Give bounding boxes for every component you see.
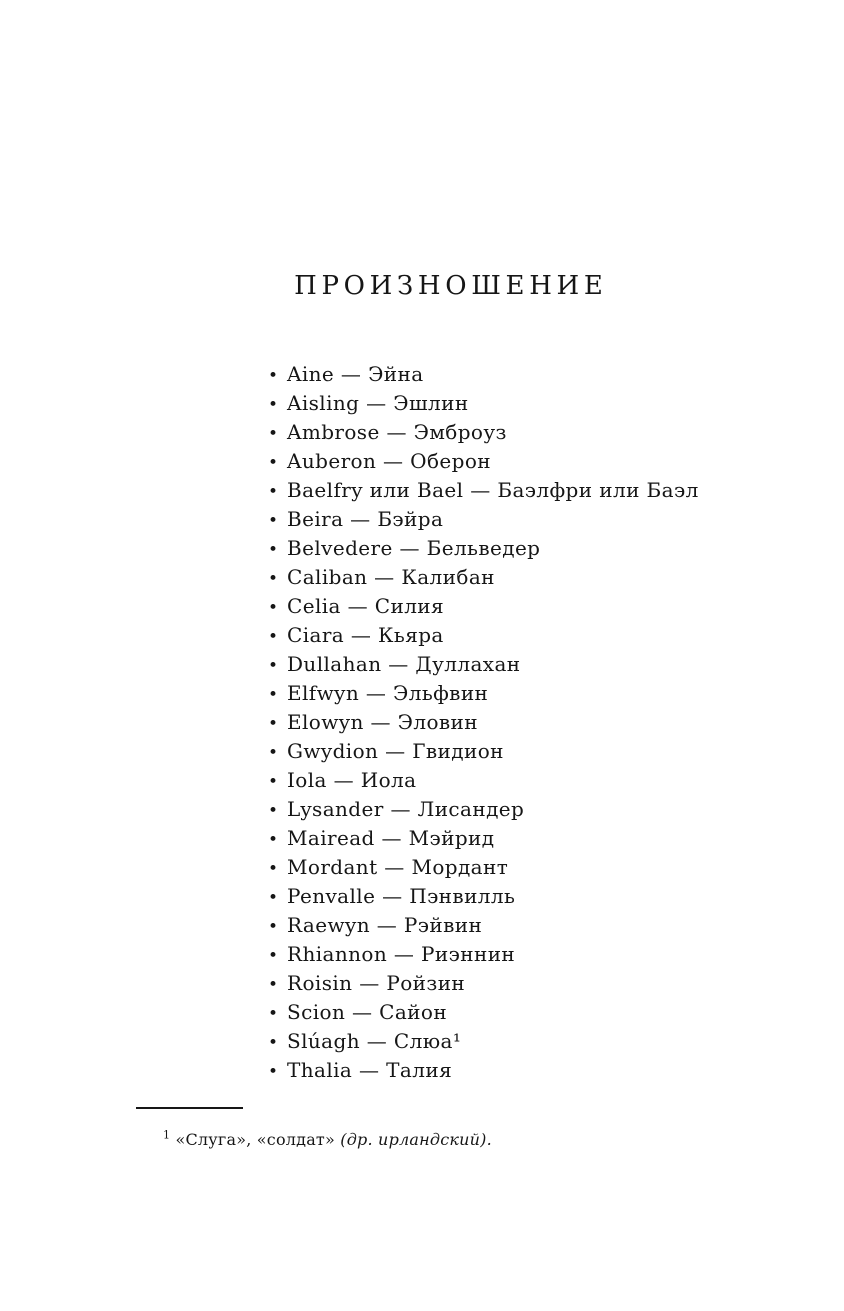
list-item: [268, 418, 699, 447]
bullet-icon: •: [268, 1062, 279, 1082]
list-item-text: Baelfry или Bael — Баэлфри или Баэл: [287, 478, 699, 502]
list-item: [268, 360, 699, 389]
list-item-text: Caliban — Калибан: [287, 565, 495, 589]
bullet-icon: •: [268, 511, 279, 531]
bullet-icon: •: [268, 772, 279, 792]
list-item: [268, 476, 699, 505]
list-item-text: Rhiannon — Риэннин: [287, 942, 516, 966]
list-item: [268, 679, 699, 708]
list-item: [268, 940, 699, 969]
list-item: [268, 708, 699, 737]
list-item: [268, 563, 699, 592]
bullet-icon: •: [268, 1004, 279, 1024]
list-item: [268, 389, 699, 418]
bullet-icon: •: [268, 1033, 279, 1053]
list-item-text: Beira — Бэйра: [287, 507, 444, 531]
list-item: [268, 737, 699, 766]
list-item: [268, 766, 699, 795]
list-item-text: Slúagh — Слюа¹: [287, 1029, 462, 1053]
list-item: [268, 1056, 699, 1085]
bullet-icon: •: [268, 598, 279, 618]
list-item-text: Mairead — Мэйрид: [287, 826, 495, 850]
bullet-icon: •: [268, 917, 279, 937]
page-title: ПРОИЗНОШЕНИЕ: [294, 271, 608, 301]
bullet-icon: •: [268, 482, 279, 502]
footnote-marker: 1: [163, 1128, 171, 1142]
list-item-text: Lysander — Лисандер: [287, 797, 525, 821]
list-item-text: Dullahan — Дуллахан: [287, 652, 521, 676]
footnote-text: «Слуга», «солдат»: [175, 1130, 341, 1149]
bullet-icon: •: [268, 830, 279, 850]
footnote-origin-text: (др. ирландский).: [340, 1130, 492, 1149]
list-item: [268, 911, 699, 940]
bullet-icon: •: [268, 859, 279, 879]
bullet-icon: •: [268, 453, 279, 473]
bullet-icon: •: [268, 946, 279, 966]
list-item: [268, 1027, 699, 1056]
bullet-icon: •: [268, 685, 279, 705]
list-item: [268, 592, 699, 621]
bullet-icon: •: [268, 424, 279, 444]
list-item: [268, 505, 699, 534]
list-item-text: Belvedere — Бельведер: [287, 536, 541, 560]
footnote: [137, 1128, 757, 1151]
bullet-icon: •: [268, 395, 279, 415]
list-item: [268, 621, 699, 650]
list-item-text: Aine — Эйна: [287, 362, 424, 386]
bullet-icon: •: [268, 888, 279, 908]
list-item: [268, 795, 699, 824]
list-item: [268, 650, 699, 679]
list-item-text: Auberon — Оберон: [287, 449, 492, 473]
list-item: [268, 447, 699, 476]
bullet-icon: •: [268, 627, 279, 647]
list-item-text: Celia — Силия: [287, 594, 445, 618]
list-item-text: Iola — Иола: [287, 768, 417, 792]
list-item: [268, 998, 699, 1027]
list-item-text: Mordant — Мордант: [287, 855, 509, 879]
pronunciation-list: [268, 360, 699, 1085]
list-item-text: Elfwyn — Эльфвин: [287, 681, 489, 705]
list-item-text: Raewyn — Рэйвин: [287, 913, 483, 937]
list-item-text: Gwydion — Гвидион: [287, 739, 504, 763]
bullet-icon: •: [268, 801, 279, 821]
list-item-text: Penvalle — Пэнвилль: [287, 884, 516, 908]
bullet-icon: •: [268, 569, 279, 589]
bullet-icon: •: [268, 975, 279, 995]
list-item-text: Ambrose — Эмброуз: [287, 420, 507, 444]
footnote-divider: [136, 1107, 243, 1109]
list-item-text: Roisin — Ройзин: [287, 971, 466, 995]
list-item-text: Aisling — Эшлин: [287, 391, 469, 415]
bullet-icon: •: [268, 540, 279, 560]
list-item-text: Scion — Сайон: [287, 1000, 448, 1024]
list-item: [268, 534, 699, 563]
bullet-icon: •: [268, 656, 279, 676]
list-item: [268, 853, 699, 882]
list-item: [268, 969, 699, 998]
list-item: [268, 882, 699, 911]
bullet-icon: •: [268, 743, 279, 763]
list-item-text: Thalia — Талия: [287, 1058, 453, 1082]
bullet-icon: •: [268, 366, 279, 386]
list-item: [268, 824, 699, 853]
list-item-text: Elowyn — Эловин: [287, 710, 479, 734]
bullet-icon: •: [268, 714, 279, 734]
list-item-text: Ciara — Кьяра: [287, 623, 444, 647]
